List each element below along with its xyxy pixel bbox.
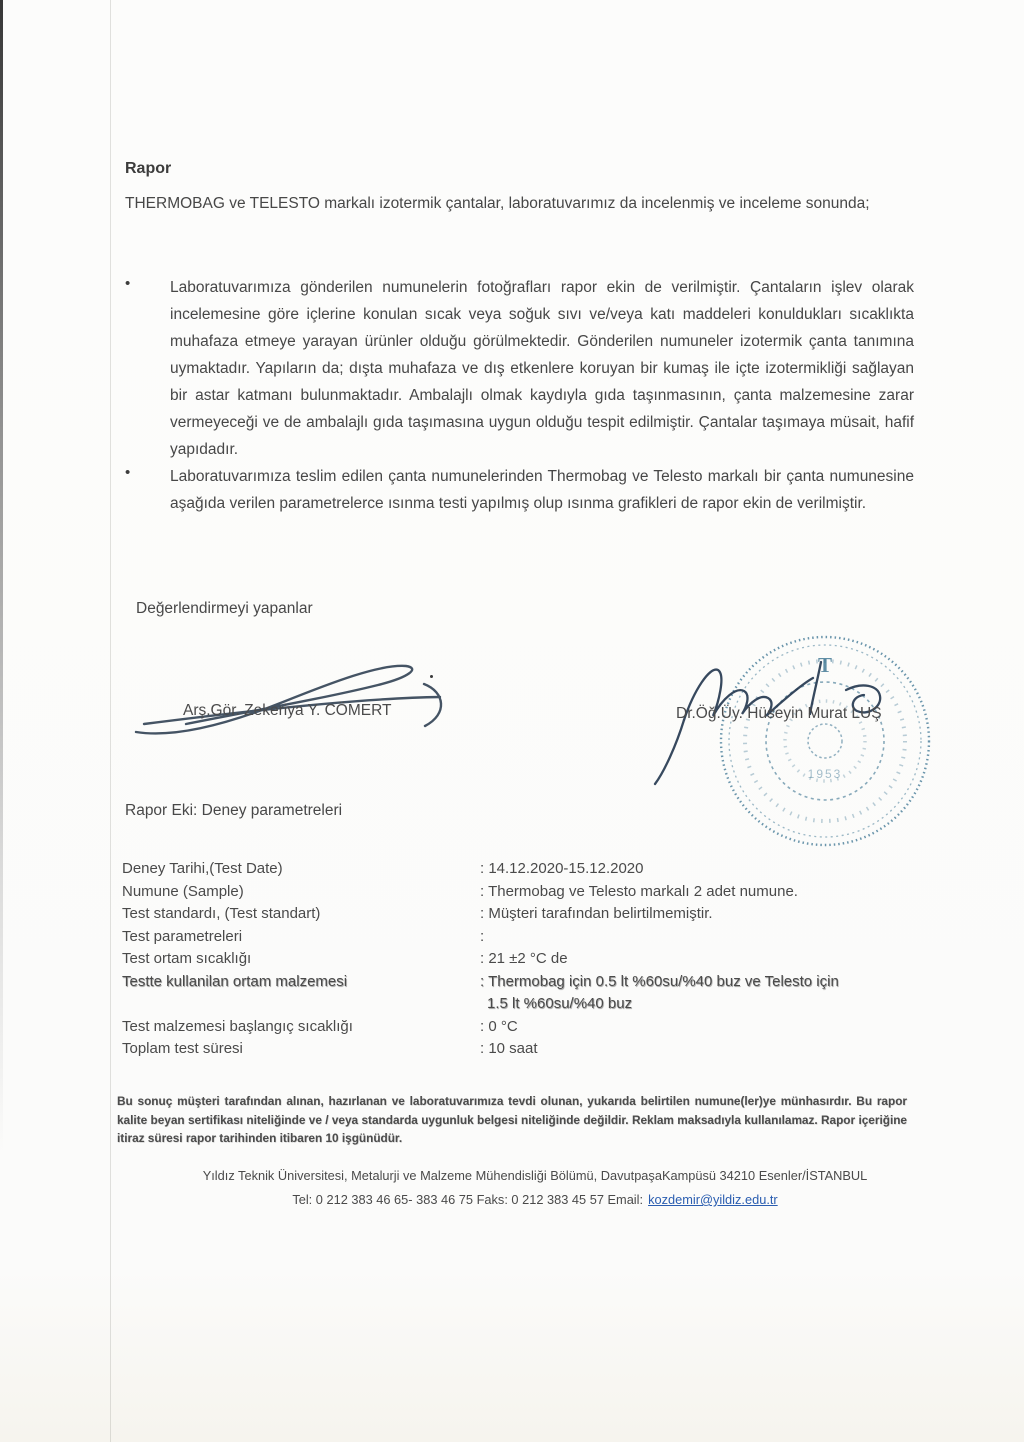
table-row (122, 971, 932, 1016)
param-label: Test standardı, (Test standart) (122, 905, 321, 922)
footer-contact (110, 1192, 960, 1207)
handwritten-signature-2 (650, 648, 930, 798)
param-label: Testte kullanilan ortam malzemesi (122, 972, 348, 990)
findings-bullet-list (125, 274, 914, 517)
param-label: Test malzemesi başlangıç sıcaklığı (122, 1017, 353, 1035)
handwritten-signature-1 (128, 652, 458, 747)
param-label: Toplam test süresi (122, 1040, 243, 1057)
scan-fold-line-artifact (110, 0, 111, 1442)
bullet-text-heating-test: Laboratuvarımıza teslim edilen çanta numunelerinden Thermobag ve Telesto markalı bir çanta numunesine aşağıda verilen parametrelerce ısınma testi yapılmış olup ısınma grafikleri de rapor ekin de verilmiştir. (170, 468, 914, 512)
table-row (122, 1016, 932, 1039)
signature-block-1 (128, 652, 458, 747)
bullet-icon: • (125, 275, 131, 292)
svg-text:1953: 1953 (807, 767, 843, 781)
param-value: : 10 saat (480, 1040, 538, 1057)
param-label: Numune (Sample) (122, 882, 244, 900)
table-row (122, 1038, 932, 1061)
legal-disclaimer: Bu sonuç müşteri tarafından alınan, hazırlanan ve laboratuvarımıza tevdi olunan, yukarıda belirtilen numune(ler)ye münhasırdır. Bu rapor kalite beyan sertifikası niteliğinde ve / veya standarda uygunluk belgesi niteliğinde değildir. Reklam maksadıyla kullanılamaz. Rapor içeriğine itiraz süresi rapor tarihinden itibaren 10 işgünüdür. (117, 1094, 907, 1145)
param-value: : 14.12.2020-15.12.2020 (480, 860, 644, 877)
param-value: : 21 ±2 °C de (480, 950, 568, 967)
param-value: : Müşteri tarafından belirtilmemiştir. (480, 905, 713, 922)
footer-address: Yıldız Teknik Üniversitesi, Metalurji ve Malzeme Mühendisliği Bölümü, DavutpaşaKampüsü 34210 Esenler/İSTANBUL (202, 1168, 868, 1183)
table-row (122, 926, 932, 949)
signer-2-name: Dr.Öğ.Üy. Hüseyin Murat LUŞ (676, 705, 882, 722)
svg-text:T: T (817, 653, 833, 677)
report-intro-paragraph: THERMOBAG ve TELESTO markalı izotermik çantalar, laboratuvarımız da incelenmiş ve inceleme sonunda; (125, 195, 870, 212)
list-item (125, 463, 914, 517)
evaluators-heading: Değerlendirmeyi yapanlar (136, 600, 313, 617)
attachment-heading: Rapor Eki: Deney parametreleri (125, 802, 343, 819)
email-link[interactable]: kozdemir@yildiz.edu.tr (648, 1192, 778, 1207)
bullet-icon: • (125, 464, 131, 481)
param-value: : 0 °C (480, 1017, 518, 1035)
param-label: Test parametreleri (122, 927, 243, 945)
param-value-line1: : Thermobag için 0.5 lt %60su/%40 buz ve Telesto için (480, 972, 839, 990)
param-value-line2: 1.5 lt %60su/%40 buz (487, 995, 633, 1012)
footer (110, 1168, 960, 1207)
param-value (480, 971, 932, 1016)
test-parameters-table (122, 858, 932, 1061)
param-value: : (480, 927, 485, 945)
signature-block-2 (650, 648, 930, 798)
param-label: Deney Tarihi,(Test Date) (122, 860, 283, 877)
scan-left-edge-artifact (0, 0, 3, 1442)
table-row (122, 948, 932, 971)
signer-1-name: Arş.Gör. Zekeriya Y. CÖMERT (183, 702, 392, 719)
report-title: Rapor (125, 160, 172, 177)
table-row (122, 881, 932, 904)
table-row (122, 903, 932, 926)
table-row (122, 858, 932, 881)
param-label: Test ortam sıcaklığı (122, 950, 252, 967)
pen-dot-artifact (430, 675, 433, 678)
footer-contact-text: Tel: 0 212 383 46 65- 383 46 75 Faks: 0 212 383 45 57 Email: (292, 1192, 644, 1207)
param-value: : Thermobag ve Telesto markalı 2 adet numune. (480, 882, 798, 900)
bullet-text-inspection: Laboratuvarımıza gönderilen numunelerin fotoğrafları rapor ekin de verilmiştir. Çantaların işlev olarak incelemesine göre içlerine konulan sıcak veya soğuk sıvı ve/veya katı maddeleri konuldukları sıcaklıkta muhafaza etmeye yarayan ürünler olduğu görülmektedir. Gönderilen numuneler izotermik çanta tanımına uymaktadır. Yapıların da; dışta muhafaza ve dış etkenlere koruyan bir kumaş ile içte izotermikliği sağlayan bir astar katmanı bulunmaktadır. Ambalajlı olmak kaydıyla gıda taşınmasının, çanta malzemesine zarar vermeyeceği ve de ambalajlı gıda taşımasına uygun olduğu tespit edilmiştir. Çantalar taşımaya müsait, hafif yapıdadır. (170, 279, 914, 458)
list-item (125, 274, 914, 463)
